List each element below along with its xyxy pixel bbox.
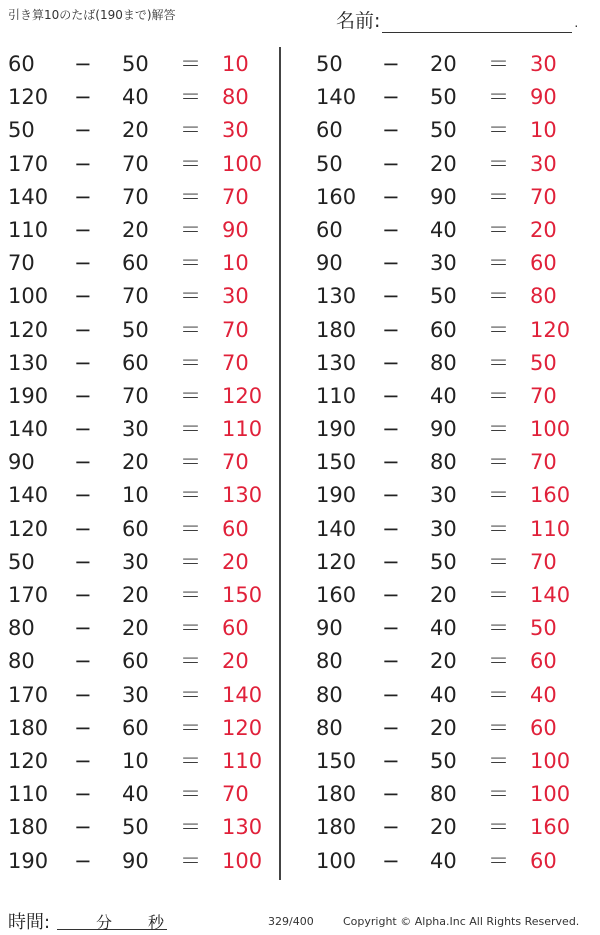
equals-sign: ＝ xyxy=(180,417,201,442)
answer: 100 xyxy=(530,748,571,773)
answer: 20 xyxy=(530,217,557,242)
minuend: 130 xyxy=(316,284,357,309)
minuend: 140 xyxy=(8,417,49,442)
minus-sign: − xyxy=(382,715,400,740)
subtrahend: 30 xyxy=(122,549,149,574)
subtrahend: 70 xyxy=(122,184,149,209)
answer: 60 xyxy=(530,848,557,873)
minus-sign: − xyxy=(74,815,92,840)
subtrahend: 60 xyxy=(122,649,149,674)
minus-sign: − xyxy=(74,52,92,76)
minuend: 130 xyxy=(316,350,357,375)
subtrahend: 20 xyxy=(122,616,149,641)
equals-sign: ＝ xyxy=(180,748,201,773)
answer: 90 xyxy=(530,85,557,110)
minus-sign: − xyxy=(74,151,92,176)
equals-sign: ＝ xyxy=(180,848,201,873)
subtrahend: 20 xyxy=(122,118,149,143)
minuend: 180 xyxy=(316,815,357,840)
minuend: 160 xyxy=(316,184,357,209)
equals-sign: ＝ xyxy=(180,217,201,242)
subtrahend: 60 xyxy=(122,251,149,276)
minuend: 150 xyxy=(316,748,357,773)
minus-sign: − xyxy=(382,848,400,873)
minus-sign: − xyxy=(74,118,92,143)
page-number: 329/400 xyxy=(268,915,314,928)
minus-sign: − xyxy=(382,184,400,209)
copyright-text: Copyright © Alpha.Inc All Rights Reserved. xyxy=(343,915,580,928)
subtrahend: 20 xyxy=(122,450,149,475)
subtrahend: 80 xyxy=(430,782,457,807)
subtrahend: 10 xyxy=(122,483,149,508)
answer: 80 xyxy=(222,85,249,110)
equals-sign: ＝ xyxy=(488,782,509,807)
seconds-label: 秒 xyxy=(148,913,165,932)
equals-sign: ＝ xyxy=(488,251,509,276)
subtrahend: 20 xyxy=(430,715,457,740)
minuend: 120 xyxy=(8,317,49,342)
equals-sign: ＝ xyxy=(180,118,201,143)
minus-sign: − xyxy=(74,616,92,641)
minuend: 140 xyxy=(8,184,49,209)
subtrahend: 90 xyxy=(430,417,457,442)
answer: 70 xyxy=(222,782,249,807)
answer: 120 xyxy=(222,383,263,408)
equals-sign: ＝ xyxy=(488,715,509,740)
subtrahend: 50 xyxy=(430,549,457,574)
equals-sign: ＝ xyxy=(488,549,509,574)
minus-sign: − xyxy=(74,748,92,773)
minus-sign: − xyxy=(74,782,92,807)
subtrahend: 80 xyxy=(430,450,457,475)
minuend: 50 xyxy=(8,549,35,574)
subtrahend: 20 xyxy=(430,151,457,176)
subtrahend: 20 xyxy=(430,52,457,76)
minus-sign: − xyxy=(382,682,400,707)
subtrahend: 30 xyxy=(430,251,457,276)
minuend: 120 xyxy=(8,85,49,110)
equals-sign: ＝ xyxy=(488,682,509,707)
equals-sign: ＝ xyxy=(488,350,509,375)
answer: 100 xyxy=(530,782,571,807)
minus-sign: − xyxy=(74,217,92,242)
answer: 110 xyxy=(222,417,263,442)
minuend: 180 xyxy=(316,317,357,342)
minutes-label: 分 xyxy=(96,913,113,932)
answer: 100 xyxy=(222,848,263,873)
minuend: 110 xyxy=(8,782,49,807)
equals-sign: ＝ xyxy=(180,284,201,309)
minus-sign: − xyxy=(382,217,400,242)
minuend: 50 xyxy=(316,52,343,76)
minus-sign: − xyxy=(382,549,400,574)
answer: 20 xyxy=(222,549,249,574)
subtrahend: 40 xyxy=(430,217,457,242)
footer xyxy=(0,903,600,933)
subtrahend: 30 xyxy=(430,483,457,508)
minus-sign: − xyxy=(382,815,400,840)
answer: 60 xyxy=(530,715,557,740)
minus-sign: − xyxy=(382,118,400,143)
minus-sign: − xyxy=(382,616,400,641)
minus-sign: − xyxy=(74,85,92,110)
minus-sign: − xyxy=(74,682,92,707)
answer: 140 xyxy=(530,583,571,607)
minus-sign: − xyxy=(74,317,92,342)
minuend: 100 xyxy=(8,284,49,309)
equals-sign: ＝ xyxy=(180,715,201,740)
equals-sign: ＝ xyxy=(180,151,201,176)
subtrahend: 60 xyxy=(122,715,149,740)
minuend: 180 xyxy=(8,815,49,840)
minuend: 70 xyxy=(8,251,35,276)
equals-sign: ＝ xyxy=(180,350,201,375)
equals-sign: ＝ xyxy=(180,450,201,475)
equals-sign: ＝ xyxy=(180,52,201,76)
minus-sign: − xyxy=(74,450,92,475)
answer: 20 xyxy=(222,649,249,674)
equals-sign: ＝ xyxy=(488,151,509,176)
subtrahend: 50 xyxy=(430,284,457,309)
minus-sign: − xyxy=(382,350,400,375)
answer: 110 xyxy=(222,748,263,773)
subtrahend: 40 xyxy=(122,782,149,807)
equals-sign: ＝ xyxy=(180,317,201,342)
minus-sign: − xyxy=(74,251,92,276)
minuend: 160 xyxy=(316,583,357,607)
answer: 70 xyxy=(222,184,249,209)
answer: 10 xyxy=(530,118,557,143)
equals-sign: ＝ xyxy=(488,317,509,342)
minuend: 110 xyxy=(8,217,49,242)
answer: 60 xyxy=(530,649,557,674)
minuend: 190 xyxy=(316,417,357,442)
name-blank-line[interactable] xyxy=(382,16,572,33)
minuend: 190 xyxy=(8,848,49,873)
equals-sign: ＝ xyxy=(488,284,509,309)
equals-sign: ＝ xyxy=(180,815,201,840)
equals-sign: ＝ xyxy=(488,417,509,442)
equals-sign: ＝ xyxy=(488,483,509,508)
subtrahend: 20 xyxy=(122,583,149,607)
equals-sign: ＝ xyxy=(488,184,509,209)
minuend: 80 xyxy=(316,715,343,740)
subtrahend: 50 xyxy=(122,317,149,342)
answer: 40 xyxy=(530,682,557,707)
subtrahend: 20 xyxy=(430,815,457,840)
subtrahend: 60 xyxy=(122,516,149,541)
subtrahend: 60 xyxy=(122,350,149,375)
answer: 30 xyxy=(222,118,249,143)
minuend: 80 xyxy=(8,649,35,674)
minuend: 120 xyxy=(8,516,49,541)
answer: 30 xyxy=(530,52,557,76)
minus-sign: − xyxy=(382,450,400,475)
subtrahend: 10 xyxy=(122,748,149,773)
subtrahend: 70 xyxy=(122,151,149,176)
answer: 130 xyxy=(222,483,263,508)
subtrahend: 30 xyxy=(430,516,457,541)
minuend: 140 xyxy=(8,483,49,508)
answer: 60 xyxy=(222,516,249,541)
name-dot: . xyxy=(574,16,579,30)
minus-sign: − xyxy=(74,516,92,541)
subtrahend: 80 xyxy=(430,350,457,375)
minuend: 60 xyxy=(316,118,343,143)
time-label: 時間: xyxy=(8,912,51,933)
minuend: 100 xyxy=(316,848,357,873)
equals-sign: ＝ xyxy=(488,748,509,773)
minus-sign: − xyxy=(382,251,400,276)
minus-sign: − xyxy=(74,417,92,442)
subtrahend: 70 xyxy=(122,383,149,408)
answer: 30 xyxy=(530,151,557,176)
minus-sign: − xyxy=(382,516,400,541)
minuend: 90 xyxy=(8,450,35,475)
answer: 100 xyxy=(530,417,571,442)
minuend: 80 xyxy=(316,682,343,707)
answer: 70 xyxy=(530,184,557,209)
subtrahend: 40 xyxy=(430,848,457,873)
minuend: 80 xyxy=(8,616,35,641)
equals-sign: ＝ xyxy=(180,583,201,607)
minus-sign: − xyxy=(74,583,92,607)
answer: 70 xyxy=(530,549,557,574)
answer: 140 xyxy=(222,682,263,707)
answer: 10 xyxy=(222,52,249,76)
answer: 50 xyxy=(530,350,557,375)
minuend: 190 xyxy=(8,383,49,408)
answer: 80 xyxy=(530,284,557,309)
answer: 90 xyxy=(222,217,249,242)
answer: 100 xyxy=(222,151,263,176)
equals-sign: ＝ xyxy=(180,516,201,541)
equals-sign: ＝ xyxy=(488,383,509,408)
subtrahend: 90 xyxy=(122,848,149,873)
minus-sign: − xyxy=(74,184,92,209)
minuend: 190 xyxy=(316,483,357,508)
minus-sign: − xyxy=(74,383,92,408)
subtrahend: 40 xyxy=(122,85,149,110)
name-field xyxy=(336,6,578,33)
answer: 60 xyxy=(530,251,557,276)
equals-sign: ＝ xyxy=(180,682,201,707)
minus-sign: − xyxy=(74,284,92,309)
equals-sign: ＝ xyxy=(488,217,509,242)
subtrahend: 20 xyxy=(430,583,457,607)
minuend: 90 xyxy=(316,251,343,276)
minus-sign: − xyxy=(74,848,92,873)
answer: 160 xyxy=(530,815,571,840)
minus-sign: − xyxy=(382,649,400,674)
answer: 130 xyxy=(222,815,263,840)
answer: 110 xyxy=(530,516,571,541)
column-divider xyxy=(279,47,281,880)
minus-sign: − xyxy=(382,748,400,773)
minuend: 90 xyxy=(316,616,343,641)
minus-sign: − xyxy=(382,284,400,309)
equals-sign: ＝ xyxy=(488,848,509,873)
subtrahend: 40 xyxy=(430,682,457,707)
minus-sign: − xyxy=(382,151,400,176)
equals-sign: ＝ xyxy=(488,583,509,607)
subtrahend: 70 xyxy=(122,284,149,309)
minus-sign: − xyxy=(382,483,400,508)
equals-sign: ＝ xyxy=(488,52,509,76)
minus-sign: − xyxy=(382,782,400,807)
answer: 150 xyxy=(222,583,263,607)
equals-sign: ＝ xyxy=(180,616,201,641)
equals-sign: ＝ xyxy=(180,383,201,408)
answer: 70 xyxy=(222,450,249,475)
answer: 50 xyxy=(530,616,557,641)
minus-sign: − xyxy=(74,350,92,375)
answer: 70 xyxy=(530,383,557,408)
subtrahend: 50 xyxy=(430,748,457,773)
minuend: 140 xyxy=(316,85,357,110)
minuend: 170 xyxy=(8,151,49,176)
subtrahend: 50 xyxy=(430,85,457,110)
answer: 60 xyxy=(222,616,249,641)
minuend: 130 xyxy=(8,350,49,375)
minuend: 50 xyxy=(316,151,343,176)
subtrahend: 30 xyxy=(122,682,149,707)
equals-sign: ＝ xyxy=(488,616,509,641)
answer: 70 xyxy=(222,317,249,342)
subtrahend: 30 xyxy=(122,417,149,442)
minuend: 110 xyxy=(316,383,357,408)
minuend: 60 xyxy=(8,52,35,76)
name-label: 名前: xyxy=(336,10,381,32)
equals-sign: ＝ xyxy=(180,483,201,508)
subtrahend: 20 xyxy=(122,217,149,242)
answer: 120 xyxy=(222,715,263,740)
minuend: 180 xyxy=(8,715,49,740)
subtrahend: 50 xyxy=(122,52,149,76)
answer: 30 xyxy=(222,284,249,309)
answer: 10 xyxy=(222,251,249,276)
minuend: 170 xyxy=(8,682,49,707)
minuend: 80 xyxy=(316,649,343,674)
minuend: 120 xyxy=(8,748,49,773)
equals-sign: ＝ xyxy=(180,251,201,276)
equals-sign: ＝ xyxy=(488,649,509,674)
minus-sign: − xyxy=(382,583,400,607)
minus-sign: − xyxy=(74,483,92,508)
equals-sign: ＝ xyxy=(488,85,509,110)
equals-sign: ＝ xyxy=(180,85,201,110)
minus-sign: − xyxy=(382,383,400,408)
minuend: 140 xyxy=(316,516,357,541)
subtrahend: 40 xyxy=(430,616,457,641)
equals-sign: ＝ xyxy=(488,516,509,541)
worksheet-title: 引き算10のたば(190まで)解答 xyxy=(8,8,176,22)
minuend: 60 xyxy=(316,217,343,242)
subtrahend: 40 xyxy=(430,383,457,408)
subtrahend: 90 xyxy=(430,184,457,209)
minus-sign: − xyxy=(382,52,400,76)
minuend: 50 xyxy=(8,118,35,143)
minuend: 150 xyxy=(316,450,357,475)
equals-sign: ＝ xyxy=(488,118,509,143)
minus-sign: − xyxy=(74,715,92,740)
minuend: 120 xyxy=(316,549,357,574)
minuend: 170 xyxy=(8,583,49,607)
equals-sign: ＝ xyxy=(488,450,509,475)
minus-sign: − xyxy=(382,85,400,110)
minus-sign: − xyxy=(74,649,92,674)
answer: 70 xyxy=(530,450,557,475)
minus-sign: − xyxy=(382,317,400,342)
answer: 70 xyxy=(222,350,249,375)
minus-sign: − xyxy=(74,549,92,574)
subtrahend: 50 xyxy=(122,815,149,840)
equals-sign: ＝ xyxy=(180,782,201,807)
subtrahend: 60 xyxy=(430,317,457,342)
minus-sign: − xyxy=(382,417,400,442)
minuend: 180 xyxy=(316,782,357,807)
subtrahend: 50 xyxy=(430,118,457,143)
equals-sign: ＝ xyxy=(180,184,201,209)
subtrahend: 20 xyxy=(430,649,457,674)
equals-sign: ＝ xyxy=(488,815,509,840)
answer: 160 xyxy=(530,483,571,508)
equals-sign: ＝ xyxy=(180,549,201,574)
equals-sign: ＝ xyxy=(180,649,201,674)
answer: 120 xyxy=(530,317,571,342)
